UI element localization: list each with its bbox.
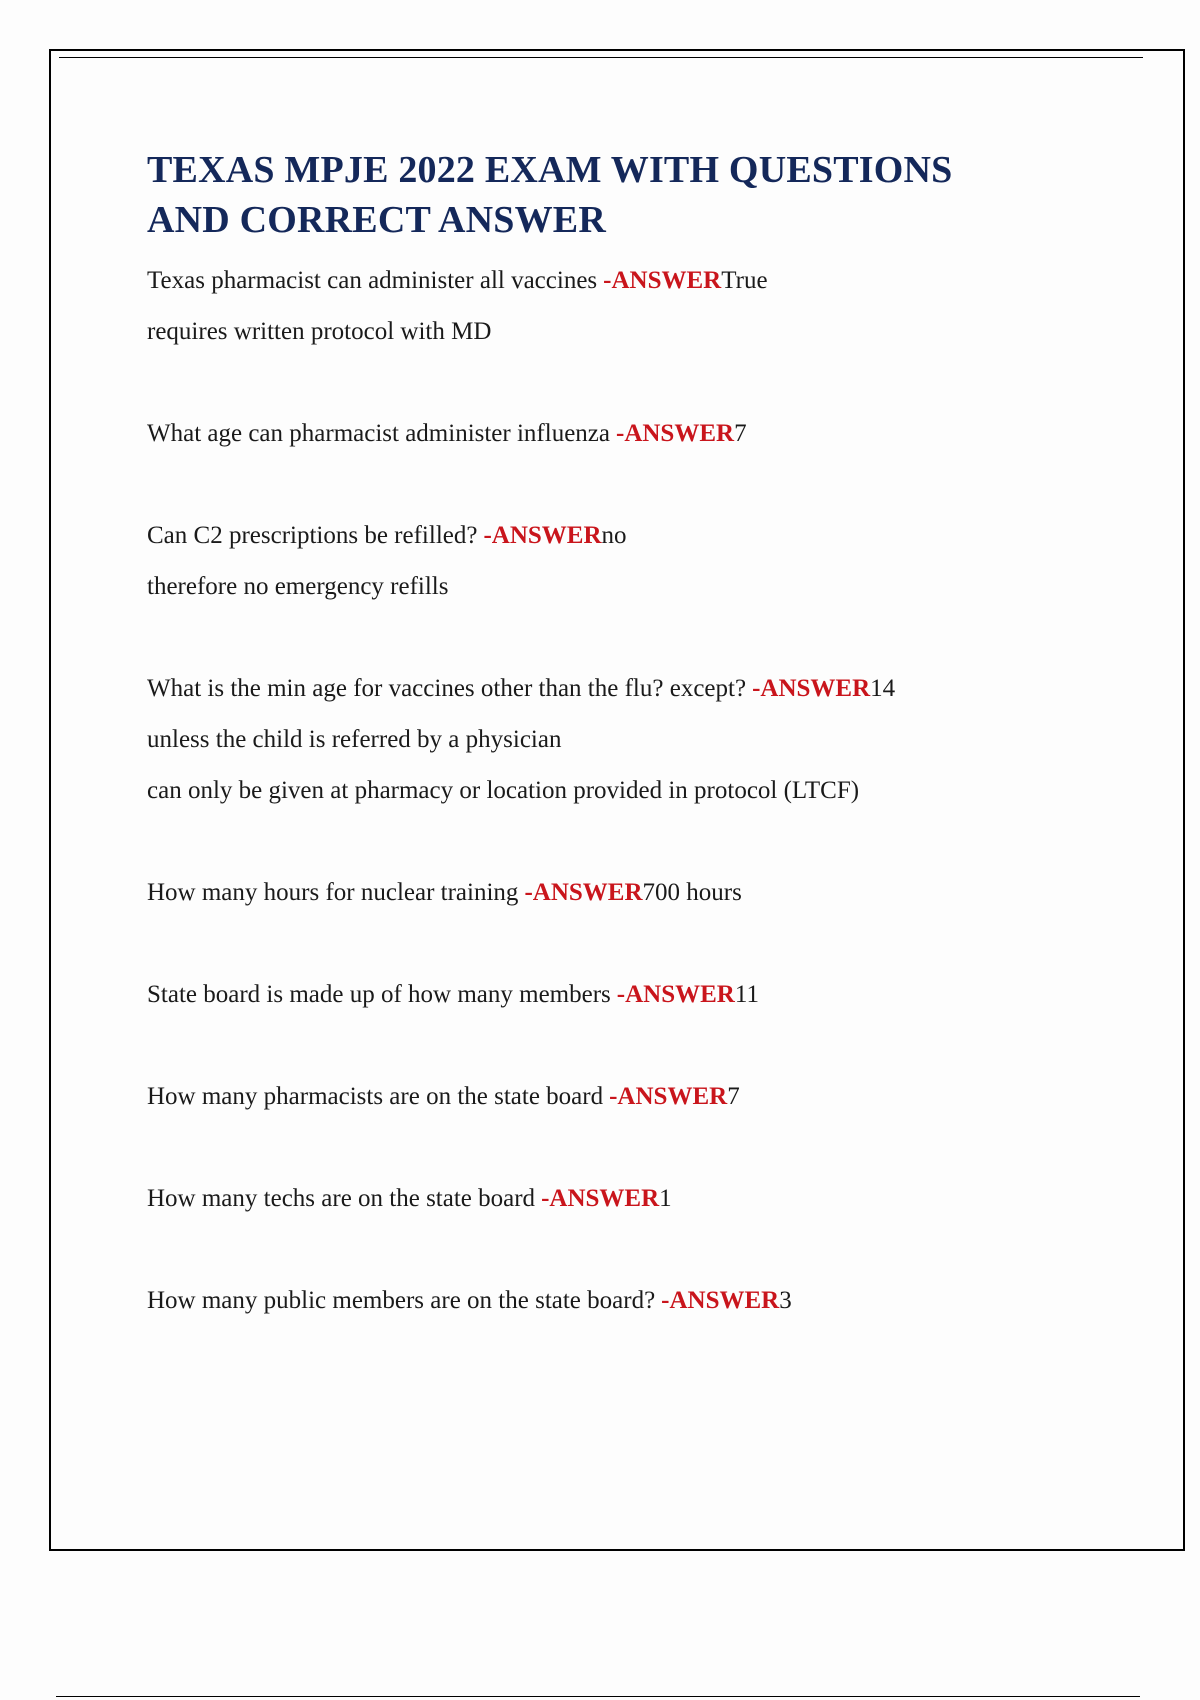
answer-marker: -ANSWER: [616, 981, 735, 1008]
answer-marker: -ANSWER: [752, 675, 871, 702]
qa-list: [147, 255, 1107, 1326]
qa-item: [147, 510, 1107, 612]
answer-text: True: [721, 267, 768, 294]
answer-text: 700 hours: [642, 879, 742, 906]
question-text: State board is made up of how many members: [147, 981, 611, 1008]
question-text: Texas pharmacist can administer all vaccines: [147, 267, 598, 294]
question-line: [147, 1071, 1107, 1122]
answer-marker: -ANSWER: [616, 420, 735, 447]
question-line: [147, 510, 1107, 561]
document-content: [147, 145, 1107, 1326]
answer-marker: -ANSWER: [609, 1083, 728, 1110]
question-line: [147, 255, 1107, 306]
document-page: [49, 49, 1185, 1551]
question-text: Can C2 prescriptions be refilled?: [147, 522, 478, 549]
answer-note: requires written protocol with MD: [147, 318, 492, 345]
question-line: [147, 969, 1107, 1020]
document-title-line-2: AND CORRECT ANSWER: [147, 199, 606, 241]
qa-item: [147, 1173, 1107, 1224]
answer-text: 1: [659, 1185, 672, 1212]
answer-text: 14: [870, 675, 896, 702]
qa-item: [147, 969, 1107, 1020]
answer-marker: -ANSWER: [524, 879, 643, 906]
answer-text: 7: [727, 1083, 740, 1110]
answer-note: can only be given at pharmacy or location provided in protocol (LTCF): [147, 777, 860, 804]
header-rule: [59, 57, 1143, 58]
question-line: [147, 663, 1107, 714]
question-text: What is the min age for vaccines other than the flu? except?: [147, 675, 747, 702]
answer-marker: -ANSWER: [661, 1287, 780, 1314]
question-text: What age can pharmacist administer influenza: [147, 420, 610, 447]
document-title: [147, 145, 1107, 245]
question-text: How many techs are on the state board: [147, 1185, 536, 1212]
answer-text: 11: [734, 981, 759, 1008]
question-line: [147, 867, 1107, 918]
answer-marker: -ANSWER: [483, 522, 602, 549]
qa-item: [147, 255, 1107, 357]
answer-marker: -ANSWER: [541, 1185, 660, 1212]
answer-marker: -ANSWER: [603, 267, 722, 294]
question-line: [147, 1275, 1107, 1326]
question-text: How many public members are on the state board?: [147, 1287, 656, 1314]
answer-note: therefore no emergency refills: [147, 573, 449, 600]
qa-item: [147, 663, 1107, 816]
question-line: [147, 408, 1107, 459]
qa-item: [147, 408, 1107, 459]
answer-text: no: [601, 522, 627, 549]
answer-text: 7: [734, 420, 747, 447]
qa-item: [147, 1275, 1107, 1326]
qa-item: [147, 1071, 1107, 1122]
answer-note: unless the child is referred by a physician: [147, 726, 562, 753]
document-title-line-1: TEXAS MPJE 2022 EXAM WITH QUESTIONS: [147, 149, 953, 191]
question-text: How many pharmacists are on the state board: [147, 1083, 604, 1110]
qa-item: [147, 867, 1107, 918]
question-text: How many hours for nuclear training: [147, 879, 519, 906]
answer-text: 3: [779, 1287, 792, 1314]
next-page-rule: [56, 1696, 1140, 1697]
question-line: [147, 1173, 1107, 1224]
